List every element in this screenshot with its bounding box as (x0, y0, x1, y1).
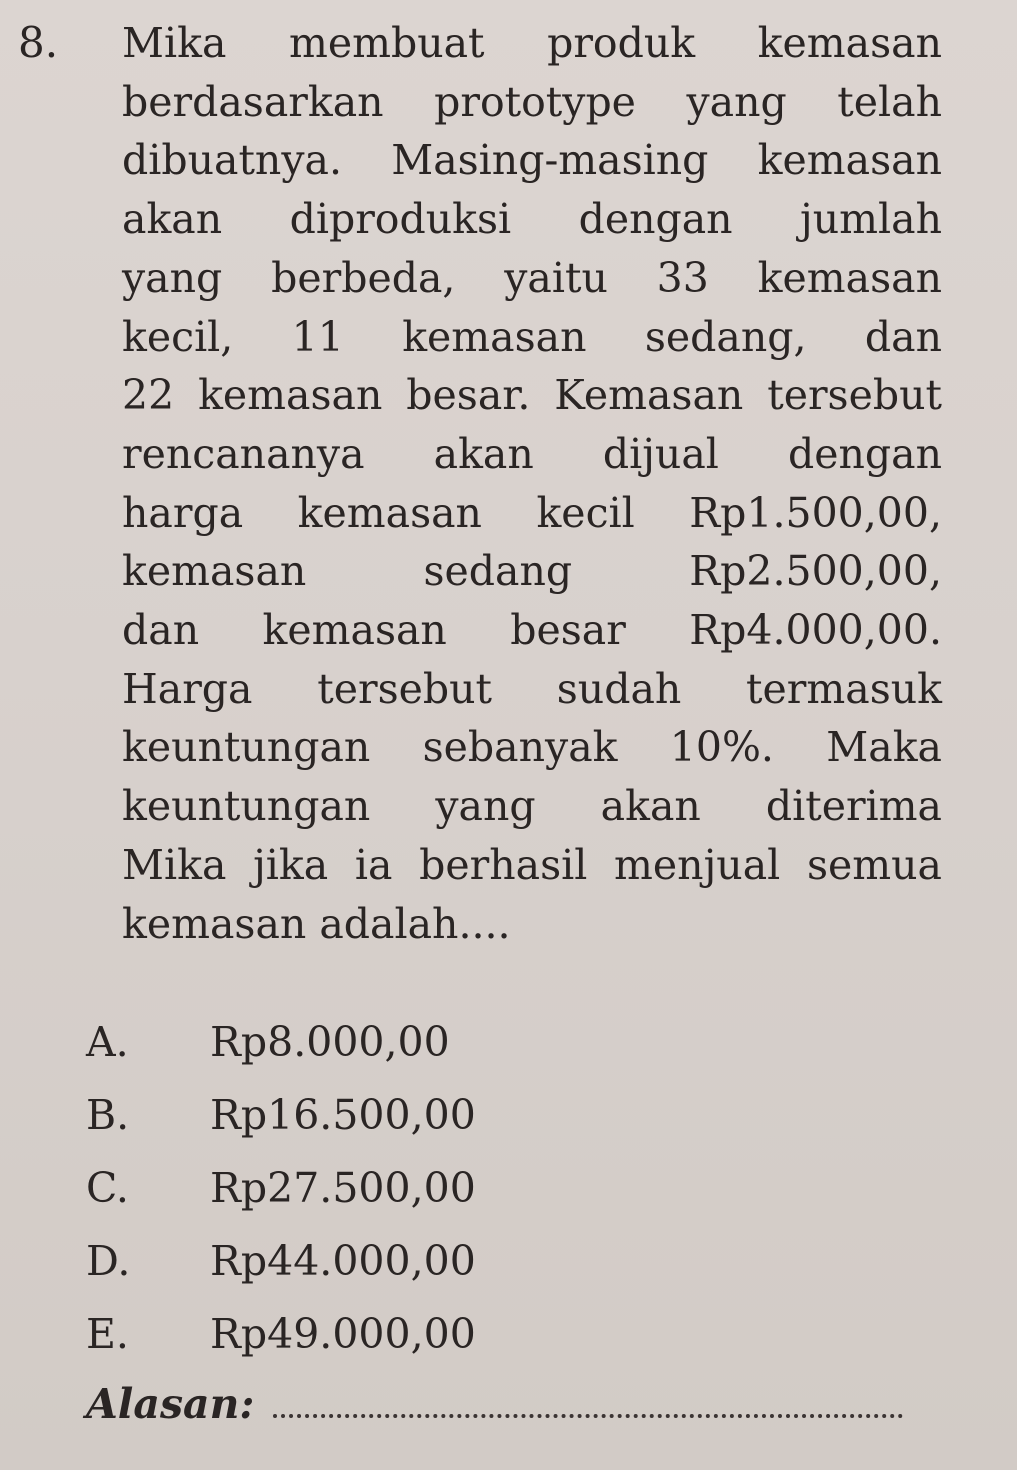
option-text: Rp44.000,00 (210, 1237, 476, 1285)
question-line: 22 kemasan besar. Kemasan tersebut (122, 371, 942, 420)
reason-label: Alasan: (86, 1380, 255, 1428)
question-line: rencananya akan dijual dengan (122, 429, 942, 478)
option-letter: A. (86, 1018, 129, 1066)
option-letter: E. (86, 1310, 129, 1358)
question-number: 8. (18, 18, 59, 67)
option-text: Rp49.000,00 (210, 1310, 476, 1358)
option-text: Rp27.500,00 (210, 1164, 476, 1212)
option-d[interactable] (86, 1225, 476, 1298)
question-line: Mika jika ia berhasil menjual semua (122, 840, 942, 889)
question-line: dibuatnya. Masing-masing kemasan (122, 136, 942, 185)
option-b[interactable] (86, 1079, 476, 1152)
question-line: yang berbeda, yaitu 33 kemasan (122, 253, 942, 302)
question-line: kecil, 11 kemasan sedang, dan (122, 312, 942, 361)
question-line: kemasan sedang Rp2.500,00, (122, 547, 942, 596)
question-line: kemasan adalah.... (122, 899, 511, 948)
question-line: akan diproduksi dengan jumlah (122, 195, 942, 244)
reason-row (86, 1376, 903, 1428)
question-line: Mika membuat produk kemasan (122, 19, 942, 67)
question-line: berdasarkan prototype yang telah (122, 77, 942, 126)
option-letter: B. (86, 1091, 130, 1139)
option-text: Rp8.000,00 (210, 1018, 450, 1066)
question-line: Harga tersebut sudah termasuk (122, 664, 942, 713)
reason-answer-line[interactable] (273, 1376, 903, 1418)
question-line: dan kemasan besar Rp4.000,00. (122, 606, 942, 655)
option-letter: D. (86, 1237, 131, 1285)
option-text: Rp16.500,00 (210, 1091, 476, 1139)
option-c[interactable] (86, 1152, 476, 1225)
question-line: keuntungan yang akan diterima (122, 782, 942, 831)
answer-options (86, 1006, 476, 1371)
option-e[interactable] (86, 1298, 476, 1371)
option-letter: C. (86, 1164, 129, 1212)
option-a[interactable] (86, 1006, 476, 1079)
question-line: keuntungan sebanyak 10%. Maka (122, 723, 942, 772)
question-text (122, 14, 942, 953)
question-line: harga kemasan kecil Rp1.500,00, (122, 488, 942, 537)
